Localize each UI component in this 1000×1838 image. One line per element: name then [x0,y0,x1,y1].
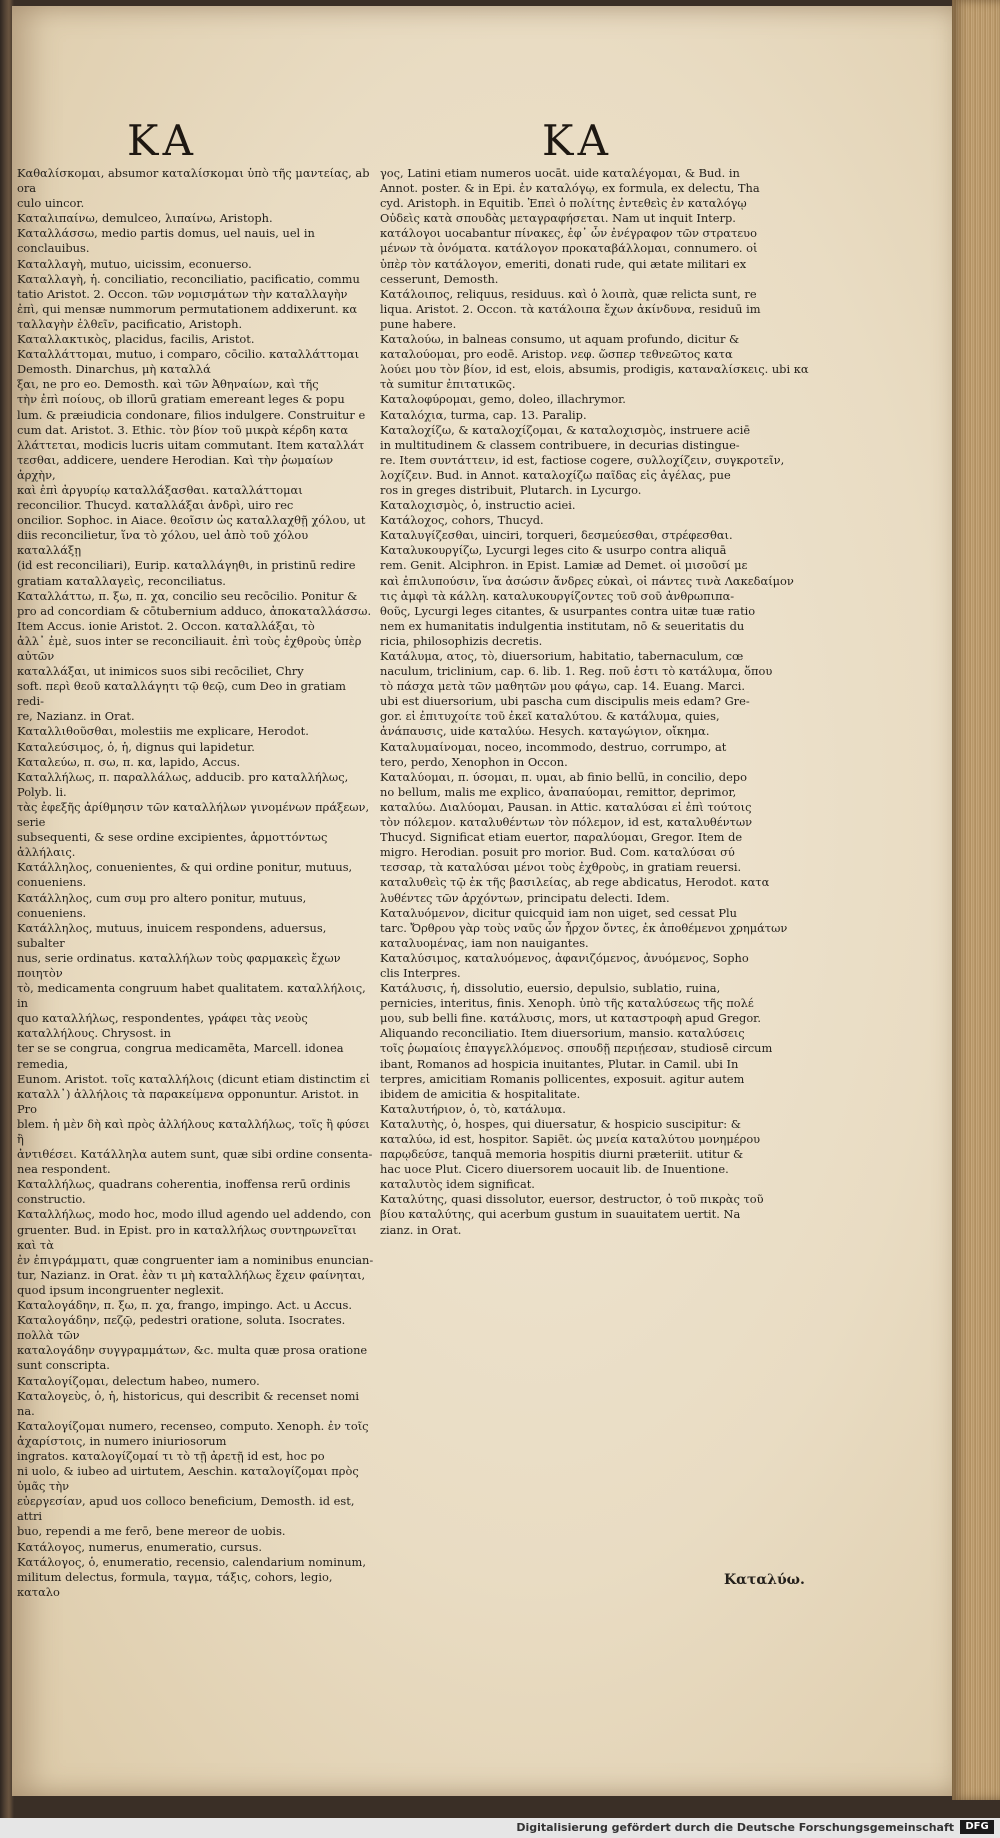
text-line: Κατάλοχος, cohors, Thucyd. [380,513,544,528]
text-line: καταλύω. Διαλύομαι, Pausan. in Attic. καταλύσαι εἰ ἐπὶ τούτοις [380,799,752,814]
text-line: τις ἀμφὶ τὰ κάλλη. καταλυκουργίζοντες τοῦ σοῦ ἀνθρωπιπα- [380,588,735,603]
text-line: λούει μου τὸν βίον, id est, elois, absumis, prodigis, καταναλίσκεις. ubi κα [380,362,809,377]
text-line: Κατάλογος, numerus, enumeratio, cursus. [17,1539,262,1554]
text-line: Κατάλληλος, cum συμ pro altero ponitur, mutuus, conueniens. [17,890,307,920]
text-line: ricia, philosophizis decretis. [380,633,543,648]
text-line: Οὐδεὶς κατὰ σπουδὰς μεταγραφήσεται. Nam ut inquit Interp. [380,211,736,226]
text-line: Demosth. Dinarchus, μὴ καταλλά [17,362,211,377]
text-line: tarc. Ὄρθρου γὰρ τοὺς ναῦς ὧν ἦρχον ὄντες, ἐκ ἀποθέμενοι χρημάτων [380,920,788,935]
text-line: Κατάλογος, ὁ, enumeratio, recensio, calendarium nominum, [17,1554,366,1569]
text-line: ibidem de amicitia & hospitalitate. [380,1086,581,1101]
text-line: Καταλλαγὴ, mutuo, uicissim, econuerso. [17,256,252,271]
text-line: subsequenti, & sese ordine excipientes, ἁρμοττόντως ἀλλήλαις. [17,830,328,860]
text-line: Καταλόχια, turma, cap. 13. Paralip. [380,407,587,422]
text-line: terpres, amicitiam Romanis pollicentes, exposuit. agitur autem [380,1071,745,1086]
text-line: Καταλύομαι, π. ύσομαι, π. υμαι, ab finio bellū, in concilio, depo [380,769,747,784]
text-line: naculum, triclinium, cap. 6. lib. 1. Reg. ποῦ ἐστι τὸ κατάλυμα, ὅπου [380,664,773,679]
text-line: καὶ ἐπὶ ἀργυρίῳ καταλλάξασθαι. καταλλάττομαι [17,482,303,497]
left-text-column [17,166,375,1600]
text-line: τὰς ἐφεξῆς ἀρίθμησιν τῶν καταλλήλων γινομένων πράξεων, serie [17,799,370,830]
digitization-footer [0,1818,1000,1838]
text-line: Eunom. Aristot. τοῖς καταλλήλοις (dicunt etiam distinctim εἰ [17,1071,371,1086]
text-line: τὸ, medicamenta congruum habet qualitatem. καταλλήλοις, in [17,981,366,1011]
text-line: nea respondent. [17,1162,111,1177]
text-line: καταλλ᾽) ἀλλήλοις τὰ παρακείμενα opponuntur. Aristot. in Pro [17,1086,359,1116]
text-line: conclauibus. [17,241,90,256]
text-line: cyd. Aristoph. in Equitib. Ἐπεὶ ὁ πολίτης ἐντεθεὶς ἐν καταλόγῳ [380,196,747,211]
text-line: Καταλεύω, π. σω, π. κα, lapido, Accus. [17,754,241,769]
text-line: Καταλλάσσω, medio partis domus, uel nauis, uel in [17,226,315,241]
dfg-logo: DFG [960,1820,994,1834]
text-line: liqua. Aristot. 2. Occon. τὰ κατάλοιπα ἔχων ἀκίνδυνα, residuū im [380,301,761,316]
text-line: nem ex humanitatis indulgentia institutam, nō & seueritatis du [380,618,745,633]
text-line: hac uoce Plut. Cicero diuersorem uocauit lib. de Inuentione. [380,1162,729,1177]
text-line: καταλυομένας, iam non nauigantes. [380,935,589,950]
text-line: καταλύω, id est, hospitor. Sapiēt. ὡς μνεία καταλύτου μονημέρου [380,1132,761,1146]
text-line: migro. Herodian. posuit pro morior. Bud. Com. καταλύσαι σύ [380,845,735,860]
text-line: reconcilior. Thucyd. καταλλάξαι ἀνδρὶ, uiro rec [17,498,294,513]
text-line: Item Accus. ionie Aristot. 2. Occon. καταλλάξαι, τὸ [17,618,315,633]
text-line: καταλυθεὶς τῷ ἐκ τῆς βασιλείας, ab rege abdicatus, Herodot. κατα [380,875,770,890]
text-line: Καταλλακτικὸς, placidus, facilis, Aristot. [17,332,255,347]
text-line: λλάττεται, modicis lucris uitam commutant. Item καταλλάτ [17,437,365,452]
text-line: blem. ἡ μὲν δὴ καὶ πρὸς ἀλλήλους καταλλήλως, τοῖς ἢ φύσει ἢ [17,1116,370,1146]
text-line: cum dat. Aristot. 3. Ethic. τὸν βίον τοῦ μικρὰ κέρδη κατα [17,422,349,437]
text-line: μου, sub belli fine. κατάλυσις, mors, ut καταστροφὴ apud Gregor. [380,1011,761,1026]
text-line: Καταλυκουργίζω, Lycurgi leges cito & usurpo contra aliquā [380,543,727,558]
text-line: μένων τὰ ὀνόματα. κατάλογον προκαταβάλλομαι, connumero. οἱ [380,241,758,256]
text-line: gor. εἰ ἐπιτυχοίτε τοῦ ἐκεῖ καταλύτου. & κατάλυμα, quies, [380,709,720,724]
text-line: Καταλεύσιμος, ὁ, ἡ, dignus qui lapidetur. [17,739,255,754]
text-line: τὸ πάσχα μετὰ τῶν μαθητῶν μου φάγω, cap. 14. Euang. Marci. [380,679,746,694]
text-line: παρῳδεύσε, tanquā memoria hospitis diurni præteriit. utitur & [380,1147,744,1162]
text-line: Καθαλίσκομαι, absumor καταλίσκομαι ὑπὸ τῆς μαντείας, ab ora [17,166,370,196]
text-line: Καταλοφύρομαι, gemo, doleo, illachrymor. [380,392,626,407]
text-line: re, Nazianz. in Orat. [17,709,135,724]
text-line: ὑπὲρ τὸν κατάλογον, emeriti, donati rude, qui ætate militari ex [380,256,747,271]
text-line: zianz. in Orat. [380,1222,462,1237]
text-line: ἐν ἐπιγράμματι, quæ congruenter iam a nominibus enuncian- [17,1252,374,1267]
text-line: Καταλιπαίνω, demulceo, λιπαίνω, Aristoph. [17,211,273,226]
text-line: καταλούομαι, pro eodē. Aristop. νεφ. ὥσπερ τεθνεῶτος κατα [380,347,733,362]
text-line: τοῖς ῥωμαίοις ἐπαγγελλόμενος. σπουδῇ περιῄεσαν, studiosē circum [380,1041,773,1056]
text-line: καταλλάξαι, ut inimicos suos sibi recōciliet, Chry [17,664,304,679]
text-line: τὴν ἐπὶ ποίους, ob illorū gratiam emereant leges & popu [17,392,345,407]
text-line: Καταλογάδην, πεζῷ, pedestri oratione, soluta. Isocrates. πολλὰ τῶν [17,1313,346,1343]
text-line: cesserunt, Demosth. [380,271,499,286]
text-line: lum. & præiudicia condonare, filios indulgere. Construitur e [17,407,366,422]
text-line: Κατάλυσις, ἡ, dissolutio, euersio, depulsio, sublatio, ruina, [380,981,721,996]
footer-text: Digitalisierung gefördert durch die Deutsche Forschungsgemeinschaft [516,1821,954,1834]
text-line: (id est reconciliari), Eurip. καταλλάγηθι, in pristinū redire [17,558,356,573]
catchword: Καταλύω. [724,1572,805,1588]
text-line: Καταλλήλως, π. παραλλάλως, adducib. pro καταλλήλως, Polyb. li. [17,769,349,799]
text-line: in multitudinem & classem contribuere, in decurias distingue- [380,437,740,452]
text-line: buo, rependi a me ferō, bene mereor de uobis. [17,1524,286,1539]
text-line: καταλογάδην συγγραμμάτων, &c. multa quæ prosa oratione [17,1343,368,1358]
text-line: τεσθαι, addicere, uendere Herodian. Καὶ τὴν ῥωμαίων ἀρχὴν, [17,452,334,482]
text-line: Thucyd. Significat etiam euertor, παραλύομαι, Gregor. Item de [380,830,743,845]
text-line: gruenter. Bud. in Epist. pro in καταλλήλως συντηρωνεῖται καὶ τὰ [17,1222,357,1252]
text-line: ἀχαρίστοις, in numero iniuriosorum [17,1433,227,1448]
text-line: Κατάλοιπος, reliquus, residuus. καὶ ὁ λοιπὰ, quæ relicta sunt, re [380,286,757,301]
text-line: rem. Genit. Alciphron. in Epist. Lamiæ ad Demet. οἱ μισοῦσί με [380,558,748,573]
text-line: ξαι, ne pro eo. Demosth. καὶ τῶν Ἀθηναίων, καὶ τῆς [17,377,319,392]
text-line: ἀνάπαυσις, uide καταλύω. Hesych. καταγώγιον, οἴκημα. [380,724,710,739]
text-line: τὸν πόλεμον. καταλυθέντων τὸν πόλεμον, id est, καταλυθέντων [380,815,753,830]
text-line: ubi est diuersorium, ubi pascha cum discipulis meis edam? Gre- [380,694,750,709]
text-line: ταλλαγὴν ἐλθεῖν, pacificatio, Aristoph. [17,316,243,331]
text-line: Κατάλληλος, mutuus, inuicem respondens, aduersus, subalter [17,920,327,950]
text-line: na. [17,1403,35,1418]
text-line: τεσσαρ, τὰ καταλύσαι μένοι τοὺς ἐχθροὺς, in gratiam reuersi. [380,860,742,875]
text-line: Καταλυόμενον, dicitur quicquid iam non uiget, sed cessat Plu [380,905,737,920]
text-line: tatio Aristot. 2. Occon. τῶν νομισμάτων τὴν καταλλαγὴν [17,286,348,301]
text-line: pro ad concordiam & cōtubernium adduco, ἀποκαταλλάσσω. [17,603,372,618]
text-line: ἐπὶ, qui mensæ nummorum permutationem addixerunt. κα [17,301,358,316]
text-line: diis reconcilietur, ἵνα τὸ χόλου, uel ἀπὸ τοῦ χόλου καταλλάξῃ [17,528,309,558]
text-line: τὰ sumitur ἐπιτατικῶς. [380,377,516,392]
text-line: Καταλοχισμὸς, ὁ, instructio aciei. [380,498,576,513]
text-line: βίου καταλύτης, qui acerbum gustum in suauitatem uertit. Na [380,1207,741,1222]
text-line: Κατάλυμα, ατος, τὸ, diuersorium, habitatio, tabernaculum, cœ [380,649,744,663]
text-line: culo uincor. [17,196,85,211]
text-line: constructio. [17,1192,86,1207]
text-line: tur, Nazianz. in Orat. ἐὰν τι μὴ καταλλήλως ἔχειν φαίνηται, [17,1267,366,1282]
text-line: Καταλυτὴς, ὁ, hospes, qui diuersatur, & hospicio suscipitur: & [380,1116,741,1131]
text-line: Καταλούω, in balneas consumo, ut aquam profundo, dicitur & [380,332,740,347]
text-line: Καταλογάδην, π. ξω, π. χα, frango, impingo. Act. u Accus. [17,1298,352,1313]
text-line: Καταλυτήριον, ὁ, τὸ, κατάλυμα. [380,1101,566,1116]
page-edges [952,0,1000,1800]
text-line: Κατάλληλος, conuenientes, & qui ordine ponitur, mutuus, conueniens. [17,860,353,890]
text-line: re. Item συντάττειν, id est, factiose cogere, συλλοχίζειν, συγκροτεῖν, [380,452,785,467]
text-line: Καταλλάττομαι, mutuo, i comparo, cōcilio. καταλλάττομαι [17,347,360,362]
text-line: sunt conscripta. [17,1358,110,1373]
text-line: Καταλλήλως, modo hoc, modo illud agendo uel addendo, con [17,1207,372,1222]
text-line: quo καταλλήλως, respondentes, γράφει τὰς νεοὺς καταλλήλους. Chrysost. in [17,1011,308,1041]
text-line: ingratos. καταλογίζομαί τι τὸ τῇ ἀρετῇ id est, hoc po [17,1448,325,1463]
text-line: καταλυτὸς idem significat. [380,1177,535,1192]
text-line: soft. περὶ θεοῦ καταλλάγητι τῷ θεῷ, cum Deo in gratiam redi- [17,679,346,709]
text-line: Καταλλάττω, π. ξω, π. χα, concilio seu recōcilio. Ponitur & [17,588,358,603]
text-line: militum delectus, formula, ταγμα, τάξις, cohors, legio, καταλο [17,1569,333,1599]
text-line: εὐεργεσίαν, apud uos colloco beneficium, Demosth. id est, attri [17,1494,355,1524]
text-line: Καταλυμαίνομαι, noceo, incommodo, destruo, corrumpo, at [380,739,727,754]
text-line: Καταλυγίζεσθαι, uinciri, torqueri, δεσμεύεσθαι, στρέφεσθαι. [380,528,733,543]
right-text-column [380,166,970,1238]
text-line: Καταλλήλως, quadrans coherentia, inoffensa rerū ordinis [17,1177,351,1192]
text-line: pernicies, interitus, finis. Xenoph. ὑπὸ τῆς καταλύσεως τῆς πολέ [380,996,754,1011]
right-column-header: KA [542,116,615,165]
text-line: ni uolo, & iubeo ad uirtutem, Aeschin. καταλογίζομαι πρὸς ὑμᾶς τὴν [17,1464,359,1494]
text-line: κατάλογοι uocabantur πίνακες, ἐφ᾽ ὧν ἐνέγραφον τῶν στρατευο [380,226,757,241]
text-line: Καταλογεὺς, ὁ, ἡ, historicus, qui describit & recenset nomi [17,1388,360,1403]
text-line: θοῦς, Lycurgi leges citantes, & usurpantes contra uitæ tuæ ratio [380,603,756,618]
text-line: ἀντιθέσει. Κατάλληλα autem sunt, quæ sibi ordine consenta- [17,1147,373,1162]
text-line: Καταλογίζομαι, delectum habeo, numero. [17,1373,260,1388]
text-line: Annot. poster. & in Epi. ἐν καταλόγῳ, ex formula, ex delectu, Tha [380,181,760,196]
text-line: quod ipsum incongruenter neglexit. [17,1282,225,1297]
text-line: ter se se congrua, congrua medicamēta, Marcell. idonea remedia, [17,1041,344,1071]
text-line: pune habere. [380,316,457,331]
text-line: ibant, Romanos ad hospicia inuitantes, Plutar. in Camil. ubi In [380,1056,739,1071]
text-line: ros in greges distribuit, Plutarch. in Lycurgo. [380,482,642,497]
left-column-header: KA [127,116,200,165]
text-line: ἀλλ᾽ ἐμὲ, suos inter se reconciliauit. ἐπὶ τοὺς ἐχθροὺς ὑπὲρ αὐτῶν [17,633,362,663]
text-line: oncilior. Sophoc. in Aiace. θεοῖσιν ὡς καταλλαχθῇ χόλου, ut [17,513,366,528]
text-line: λυθέντες τῶν ἀρχόντων, principatu delecti. Idem. [380,890,670,905]
text-line: καὶ ἐπιλυπούσιν, ἵνα ἀσώσιν ἄνδρες εὐκαὶ, οἱ πάντες τινὰ Λακεδαίμον [380,573,794,588]
book-page [12,6,962,1796]
text-line: Καταλλιθοῦσθαι, molestiis me explicare, Herodot. [17,724,309,739]
text-line: Καταλλαγὴ, ἡ. conciliatio, reconciliatio, pacificatio, commu [17,271,360,286]
text-line: Aliquando reconciliatio. Item diuersorium, mansio. καταλύσεις [380,1026,745,1041]
text-line: Καταλύτης, quasi dissolutor, euersor, destructor, ὁ τοῦ πικρὰς τοῦ [380,1192,764,1207]
text-line: no bellum, malis me explico, ἀναπαύομαι, remittor, deprimor, [380,784,737,799]
text-line: Καταλοχίζω, & καταλοχίζομαι, & καταλοχισμὸς, instruere aciē [380,422,751,437]
text-line: λοχίζειν. Bud. in Annot. καταλοχίζω παῖδας εἰς ἀγέλας, pue [380,467,731,482]
text-line: Καταλογίζομαι numero, recenseo, computo. Xenoph. ἐν τοῖς [17,1418,369,1433]
text-line: tero, perdo, Xenophon in Occon. [380,754,568,769]
text-line: nus, serie ordinatus. καταλλήλων τοὺς φαρμακεὶς ἔχων ποιητὸν [17,950,341,980]
text-line: Καταλύσιμος, καταλυόμενος, ἀφανιζόμενος, ἀνυόμενος, Sopho [380,950,749,965]
text-line: clis Interpres. [380,965,461,980]
text-line: gratiam καταλλαγεὶς, reconciliatus. [17,573,226,588]
text-line: γος, Latini etiam numeros uocāt. uide καταλέγομαι, & Bud. in [380,166,740,180]
